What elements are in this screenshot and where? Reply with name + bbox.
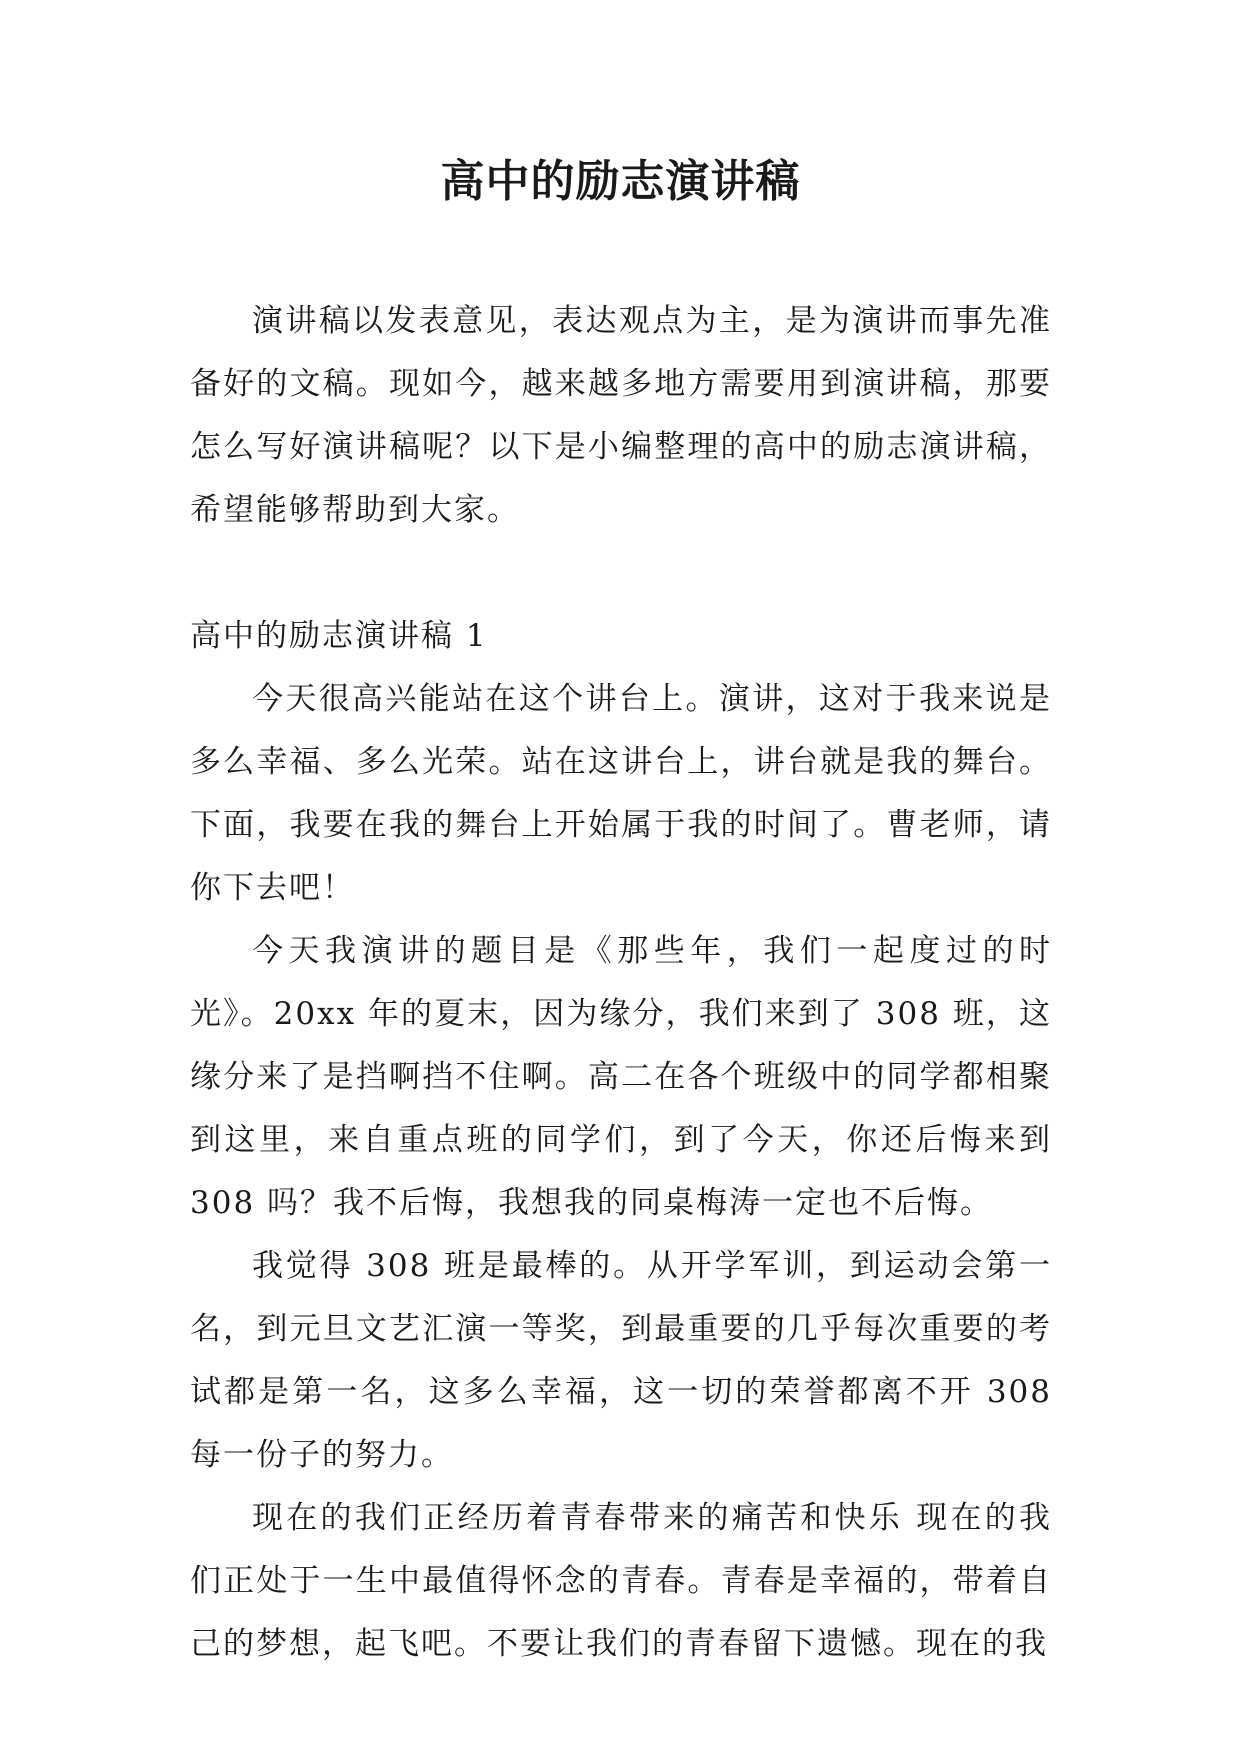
body-paragraph-4: 现在的我们正经历着青春带来的痛苦和快乐 现在的我们正处于一生中最值得怀念的青春。青春是幸福的，带着自己的梦想，起飞吧。不要让我们的青春留下遗憾。现在的我 xyxy=(190,1500,1052,1662)
document-body xyxy=(190,290,1052,1676)
intro-paragraph: 演讲稿以发表意见，表达观点为主，是为演讲而事先准备好的文稿。现如今，越来越多地方需要用到演讲稿，那要怎么写好演讲稿呢？以下是小编整理的高中的励志演讲稿，希望能够帮助到大家。 xyxy=(190,303,1052,528)
body-paragraph-3: 我觉得 308 班是最棒的。从开学军训，到运动会第一名，到元旦文艺汇演一等奖，到最重要的几乎每次重要的考试都是第一名，这多么幸福，这一切的荣誉都离不开 308 每一份子的努力。 xyxy=(190,1248,1052,1473)
section-heading: 高中的励志演讲稿 1 xyxy=(190,618,488,654)
document-title: 高中的励志演讲稿 xyxy=(440,156,801,207)
body-paragraph-2: 今天我演讲的题目是《那些年，我们一起度过的时光》。20xx 年的夏末，因为缘分，我们来到了 308 班，这缘分来了是挡啊挡不住啊。高二在各个班级中的同学都相聚到这里，来自重点班的同学们，到了今天，你还后悔来到 308 吗？我不后悔，我想我的同桌梅涛一定也不后悔。 xyxy=(190,933,1052,1221)
body-paragraph-1: 今天很高兴能站在这个讲台上。演讲，这对于我来说是多么幸福、多么光荣。站在这讲台上，讲台就是我的舞台。下面，我要在我的舞台上开始属于我的时间了。曹老师，请你下去吧！ xyxy=(190,681,1052,906)
